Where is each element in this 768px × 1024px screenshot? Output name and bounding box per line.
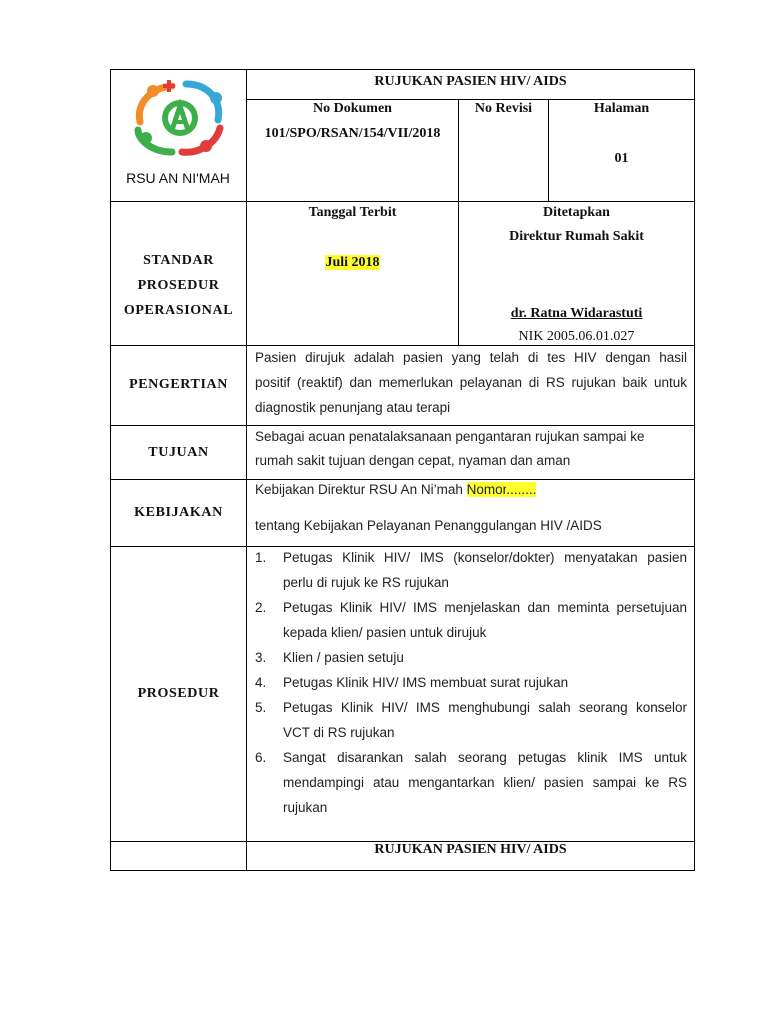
prosedur-step	[255, 745, 687, 820]
hospital-logo	[126, 74, 234, 156]
pengertian-line-1: Pasien dirujuk adalah pasien yang telah di tes HIV dengan hasil	[255, 350, 687, 365]
prosedur-label: PROSEDUR	[137, 686, 220, 701]
step-number: 1.	[255, 550, 267, 565]
tujuan-line-1: Sebagai acuan penatalaksanaan pengantaran rujukan sampai ke	[255, 429, 645, 444]
kebijakan-label: KEBIJAKAN	[134, 505, 223, 520]
step-text: VCT di RS rujukan	[283, 725, 395, 740]
kebijakan-line-1: Kebijakan Direktur RSU An Ni’mah	[255, 482, 467, 497]
step-text: Petugas Klinik HIV/ IMS membuat surat rujukan	[283, 675, 569, 690]
step-number: 3.	[255, 650, 267, 665]
kebijakan-line-2: tentang Kebijakan Pelayanan Penanggulangan HIV /AIDS	[255, 518, 602, 533]
sop-label-2: PROSEDUR	[137, 278, 220, 293]
kebijakan-dots: ........	[506, 482, 537, 497]
doc-no-label: No Dokumen	[313, 101, 392, 116]
prosedur-step	[255, 695, 687, 745]
tujuan-line-2: rumah sakit tujuan dengan cepat, nyaman dan aman	[255, 453, 571, 468]
tujuan-label: TUJUAN	[148, 445, 209, 460]
approved-role: Direktur Rumah Sakit	[509, 229, 644, 244]
step-text: kepada klien/ pasien untuk dirujuk	[283, 625, 487, 640]
step-number: 4.	[255, 675, 267, 690]
prosedur-step	[255, 545, 687, 595]
page-label: Halaman	[593, 101, 650, 116]
step-text: Petugas Klinik HIV/ IMS menjelaskan dan meminta persetujuan	[283, 600, 687, 615]
director-name: dr. Ratna Widarastuti	[510, 306, 643, 321]
pengertian-label: PENGERTIAN	[129, 377, 228, 392]
kebijakan-nomor: Nomor	[466, 482, 507, 497]
step-text: Sangat disarankan salah seorang petugas klinik IMS untuk	[283, 750, 687, 765]
pengertian-line-2: positif (reaktif) dan memerlukan pelayanan di RS rujukan baik untuk	[255, 375, 687, 390]
doc-no-value: 101/SPO/RSAN/154/VII/2018	[264, 126, 441, 141]
document-title: RUJUKAN PASIEN HIV/ AIDS	[374, 74, 567, 89]
page-value: 01	[614, 151, 629, 166]
hospital-name: RSU AN NI'MAH	[126, 170, 230, 186]
step-number: 5.	[255, 700, 267, 715]
prosedur-step	[255, 645, 687, 670]
step-text: Petugas Klinik HIV/ IMS menghubungi salah seorang konselor	[283, 700, 687, 715]
pengertian-line-3: diagnostik penunjang atau terapi	[255, 400, 451, 415]
step-text: mendampingi atau mengantarkan klien/ pasien sampai ke RS	[283, 775, 687, 790]
director-nik: NIK 2005.06.01.027	[518, 329, 635, 344]
footer-title: RUJUKAN PASIEN HIV/ AIDS	[374, 842, 567, 857]
issue-date-value: Juli 2018	[325, 255, 380, 270]
sop-label-1: STANDAR	[143, 253, 214, 268]
prosedur-step	[255, 670, 687, 695]
issue-date-label: Tanggal Terbit	[308, 205, 397, 220]
revision-label: No Revisi	[474, 101, 533, 116]
prosedur-steps	[255, 545, 687, 820]
step-text: perlu di rujuk ke RS rujukan	[283, 575, 449, 590]
prosedur-step	[255, 595, 687, 645]
sop-label-3: OPERASIONAL	[123, 303, 234, 318]
step-text: rujukan	[283, 800, 328, 815]
step-number: 2.	[255, 600, 267, 615]
approved-label: Ditetapkan	[543, 205, 610, 220]
step-text: Petugas Klinik HIV/ IMS (konselor/dokter) menyatakan pasien	[283, 550, 687, 565]
step-number: 6.	[255, 750, 267, 765]
step-text: Klien / pasien setuju	[283, 650, 404, 665]
logo-icon	[126, 74, 234, 156]
